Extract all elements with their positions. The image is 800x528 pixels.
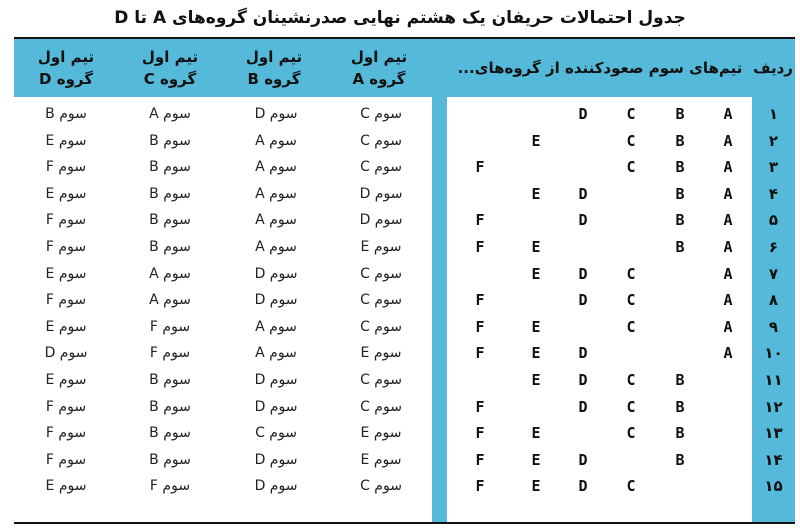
- third-group-letter: D: [578, 397, 588, 416]
- header-line1: تیم اول: [245, 48, 303, 66]
- opponent-cell: سوم B: [149, 212, 191, 229]
- opponent-cell: سوم F: [45, 239, 87, 255]
- third-group-letter: C: [626, 131, 636, 150]
- third-group-letter: D: [578, 184, 588, 203]
- opponent-cell: سوم D: [359, 185, 403, 202]
- header-line2: گروه D: [39, 70, 93, 88]
- opponent-cell: سوم E: [45, 318, 87, 335]
- third-group-letter: C: [626, 264, 636, 283]
- opponent-cell: سوم A: [255, 345, 297, 362]
- header-col-group-c: [118, 39, 222, 97]
- opponent-cell: سوم F: [149, 478, 191, 495]
- third-group-letter: B: [675, 238, 685, 256]
- third-group-letter: [569, 128, 597, 154]
- opponent-cell: سوم D: [254, 478, 298, 495]
- opponent-cell: سوم D: [44, 345, 88, 362]
- third-group-letter: E: [531, 317, 541, 336]
- row-number: ۱: [768, 105, 779, 123]
- opponent-cell: سوم D: [254, 265, 298, 282]
- opponent-cell: سوم F: [45, 425, 87, 442]
- third-group-letter: A: [723, 317, 733, 336]
- third-group-letter: C: [626, 397, 636, 416]
- opponent-cell: سوم B: [149, 159, 191, 176]
- header-line2: گروه B: [247, 70, 301, 88]
- bottom-rule: [14, 522, 795, 524]
- opponent-cell: سوم B: [149, 372, 191, 388]
- opponent-cell: سوم C: [360, 159, 402, 176]
- third-group-letter: D: [578, 477, 588, 496]
- third-group-letter: [617, 447, 645, 473]
- header-col-group-b: [222, 39, 326, 97]
- row-number: ۱۵: [764, 477, 783, 496]
- third-group-letter: F: [475, 317, 485, 336]
- opponent-cell: سوم B: [149, 451, 191, 468]
- third-group-letter: E: [531, 184, 541, 203]
- third-group-letter: F: [475, 158, 485, 177]
- third-group-letter: [569, 420, 597, 446]
- opponent-cell: سوم E: [45, 265, 87, 282]
- third-group-letter: E: [531, 424, 541, 443]
- header-col-group-a: [326, 39, 432, 97]
- third-group-letter: B: [675, 211, 685, 230]
- third-group-letter: A: [723, 344, 733, 363]
- opponent-cell: سوم C: [360, 398, 402, 415]
- third-group-letter: E: [531, 344, 541, 363]
- third-group-letter: B: [675, 184, 685, 203]
- third-group-letter: F: [475, 344, 485, 363]
- third-group-letter: F: [475, 424, 485, 443]
- header-line2: گروه C: [143, 70, 197, 88]
- third-group-letter: [714, 367, 742, 393]
- opponent-cell: سوم C: [360, 372, 402, 388]
- opponent-cell: سوم A: [255, 318, 297, 335]
- opponent-cell: سوم E: [45, 185, 87, 202]
- third-group-letter: F: [475, 477, 485, 496]
- row-number: ۱۳: [764, 424, 783, 443]
- third-group-letter: C: [626, 105, 636, 123]
- third-group-letter: E: [531, 450, 541, 469]
- opponent-cell: سوم E: [45, 372, 87, 388]
- row-number: ۶: [768, 238, 779, 256]
- row-number: ۷: [768, 264, 779, 283]
- row-number: ۲: [768, 131, 779, 150]
- opponent-cell: سوم B: [149, 132, 191, 149]
- third-group-letter: D: [578, 344, 588, 363]
- third-group-letter: A: [723, 211, 733, 230]
- third-group-letter: [666, 287, 694, 313]
- third-group-letter: [522, 207, 550, 233]
- table-row: [14, 340, 795, 366]
- third-group-letter: [569, 314, 597, 340]
- third-group-letter: C: [626, 424, 636, 443]
- third-group-letter: [569, 154, 597, 180]
- third-group-letter: [666, 261, 694, 287]
- header-line1: تیم اول: [350, 48, 408, 66]
- opponent-cell: سوم A: [149, 106, 191, 122]
- third-group-letter: D: [578, 450, 588, 469]
- third-group-letter: C: [626, 291, 636, 310]
- third-group-letter: B: [675, 397, 685, 416]
- third-group-letter: [569, 234, 597, 260]
- third-group-letter: D: [578, 211, 588, 230]
- third-group-letter: [666, 473, 694, 499]
- row-number: ۱۱: [764, 371, 783, 389]
- third-group-letter: B: [675, 105, 685, 123]
- third-group-letter: [714, 447, 742, 473]
- opponent-cell: سوم D: [254, 451, 298, 468]
- third-group-letter: B: [675, 371, 685, 389]
- third-group-letter: B: [675, 424, 685, 443]
- opponent-cell: سوم C: [360, 132, 402, 149]
- third-group-letter: [617, 207, 645, 233]
- table-row: [14, 101, 795, 127]
- opponent-cell: سوم C: [360, 265, 402, 282]
- opponent-cell: سوم F: [45, 292, 87, 309]
- third-group-letter: [466, 181, 494, 207]
- third-group-letter: D: [578, 105, 588, 123]
- opponent-cell: سوم F: [45, 451, 87, 468]
- row-number: ۱۴: [764, 450, 783, 469]
- third-group-letter: C: [626, 158, 636, 177]
- third-group-letter: [714, 394, 742, 420]
- third-group-letter: [522, 394, 550, 420]
- opponent-cell: سوم B: [149, 425, 191, 442]
- third-group-letter: C: [626, 371, 636, 389]
- opponent-cell: سوم E: [360, 425, 402, 442]
- opponent-cell: سوم B: [149, 239, 191, 255]
- third-group-letter: A: [723, 184, 733, 203]
- third-group-letter: F: [475, 397, 485, 416]
- opponent-cell: سوم E: [360, 239, 402, 255]
- third-group-letter: [714, 420, 742, 446]
- third-group-letter: [466, 261, 494, 287]
- table-row: [14, 367, 795, 393]
- third-group-letter: F: [475, 291, 485, 310]
- opponent-cell: سوم D: [359, 212, 403, 229]
- opponent-cell: سوم F: [45, 212, 87, 229]
- third-group-letter: [522, 287, 550, 313]
- third-group-letter: A: [723, 291, 733, 310]
- header-row-label: ردیف: [753, 59, 793, 77]
- opponent-cell: سوم D: [254, 292, 298, 309]
- opponent-cell: سوم E: [45, 478, 87, 495]
- row-number: ۵: [768, 211, 779, 230]
- third-group-letter: [522, 154, 550, 180]
- opponent-cell: سوم E: [360, 451, 402, 468]
- third-group-letter: [466, 101, 494, 127]
- table-row: [14, 287, 795, 313]
- table-row: [14, 314, 795, 340]
- opponent-cell: سوم D: [254, 106, 298, 122]
- opponent-cell: سوم A: [255, 132, 297, 149]
- opponent-cell: سوم B: [45, 106, 87, 122]
- header-line1: تیم اول: [37, 48, 95, 66]
- row-number: ۹: [768, 317, 779, 336]
- header-col-group-d: [14, 39, 118, 97]
- opponent-cell: سوم C: [360, 106, 402, 122]
- third-group-letter: [617, 181, 645, 207]
- table-row: [14, 154, 795, 180]
- opponent-cell: سوم F: [45, 398, 87, 415]
- third-group-letter: D: [578, 291, 588, 310]
- opponent-cell: سوم C: [360, 318, 402, 335]
- row-number: ۸: [768, 291, 779, 310]
- opponent-cell: سوم F: [149, 345, 191, 362]
- third-group-letter: F: [475, 211, 485, 230]
- opponent-cell: سوم B: [149, 185, 191, 202]
- third-group-letter: D: [578, 264, 588, 283]
- third-group-letter: F: [475, 238, 485, 256]
- third-group-letter: A: [723, 105, 733, 123]
- opponent-cell: سوم A: [149, 265, 191, 282]
- third-group-letter: B: [675, 158, 685, 177]
- table-row: [14, 128, 795, 154]
- opponent-cell: سوم E: [45, 132, 87, 149]
- table-row: [14, 261, 795, 287]
- header-thirds: [452, 39, 748, 97]
- opponent-cell: سوم A: [255, 185, 297, 202]
- third-group-letter: [617, 234, 645, 260]
- table-row: [14, 394, 795, 420]
- third-group-letter: E: [531, 238, 541, 256]
- opponent-cell: سوم D: [254, 372, 298, 388]
- opponent-cell: سوم F: [149, 318, 191, 335]
- table-row: [14, 420, 795, 446]
- opponent-cell: سوم A: [255, 159, 297, 176]
- row-number: ۳: [768, 158, 779, 177]
- third-group-letter: B: [675, 450, 685, 469]
- third-group-letter: C: [626, 317, 636, 336]
- third-group-letter: [617, 340, 645, 366]
- third-group-letter: A: [723, 238, 733, 256]
- row-number: ۱۲: [764, 397, 783, 416]
- opponent-cell: سوم A: [149, 292, 191, 309]
- opponent-cell: سوم E: [360, 345, 402, 362]
- table-row: [14, 447, 795, 473]
- third-group-letter: E: [531, 264, 541, 283]
- opponent-cell: سوم A: [255, 239, 297, 255]
- page-title: جدول احتمالات حریفان یک هشتم نهایی صدرنشینان گروه‌های A تا D: [114, 8, 686, 28]
- third-group-letter: [466, 367, 494, 393]
- third-group-letter: F: [475, 450, 485, 469]
- header-thirds-label: تیم‌های سوم صعودکننده از گروه‌های...: [457, 59, 743, 77]
- third-group-letter: A: [723, 131, 733, 150]
- third-group-letter: [522, 101, 550, 127]
- opponent-cell: سوم F: [45, 159, 87, 176]
- header-line2: گروه A: [352, 70, 406, 88]
- header-line1: تیم اول: [141, 48, 199, 66]
- third-group-letter: [666, 314, 694, 340]
- table-row: [14, 234, 795, 260]
- third-group-letter: E: [531, 131, 541, 150]
- third-group-letter: A: [723, 158, 733, 177]
- third-group-letter: B: [675, 131, 685, 150]
- table-row: [14, 207, 795, 233]
- table-row: [14, 473, 795, 499]
- opponent-cell: سوم C: [360, 478, 402, 495]
- third-group-letter: E: [531, 477, 541, 496]
- third-group-letter: [714, 473, 742, 499]
- third-group-letter: E: [531, 371, 541, 389]
- opponent-cell: سوم D: [254, 398, 298, 415]
- third-group-letter: A: [723, 264, 733, 283]
- opponent-cell: سوم B: [149, 398, 191, 415]
- third-group-letter: [466, 128, 494, 154]
- row-number: ۱۰: [764, 344, 783, 363]
- third-group-letter: C: [626, 477, 636, 496]
- opponent-cell: سوم C: [360, 292, 402, 309]
- third-group-letter: D: [578, 371, 588, 389]
- opponent-cell: سوم C: [255, 425, 297, 442]
- opponent-cell: سوم A: [255, 212, 297, 229]
- row-number: ۴: [768, 184, 779, 203]
- third-group-letter: [666, 340, 694, 366]
- table-row: [14, 181, 795, 207]
- header-row-number: [748, 39, 798, 97]
